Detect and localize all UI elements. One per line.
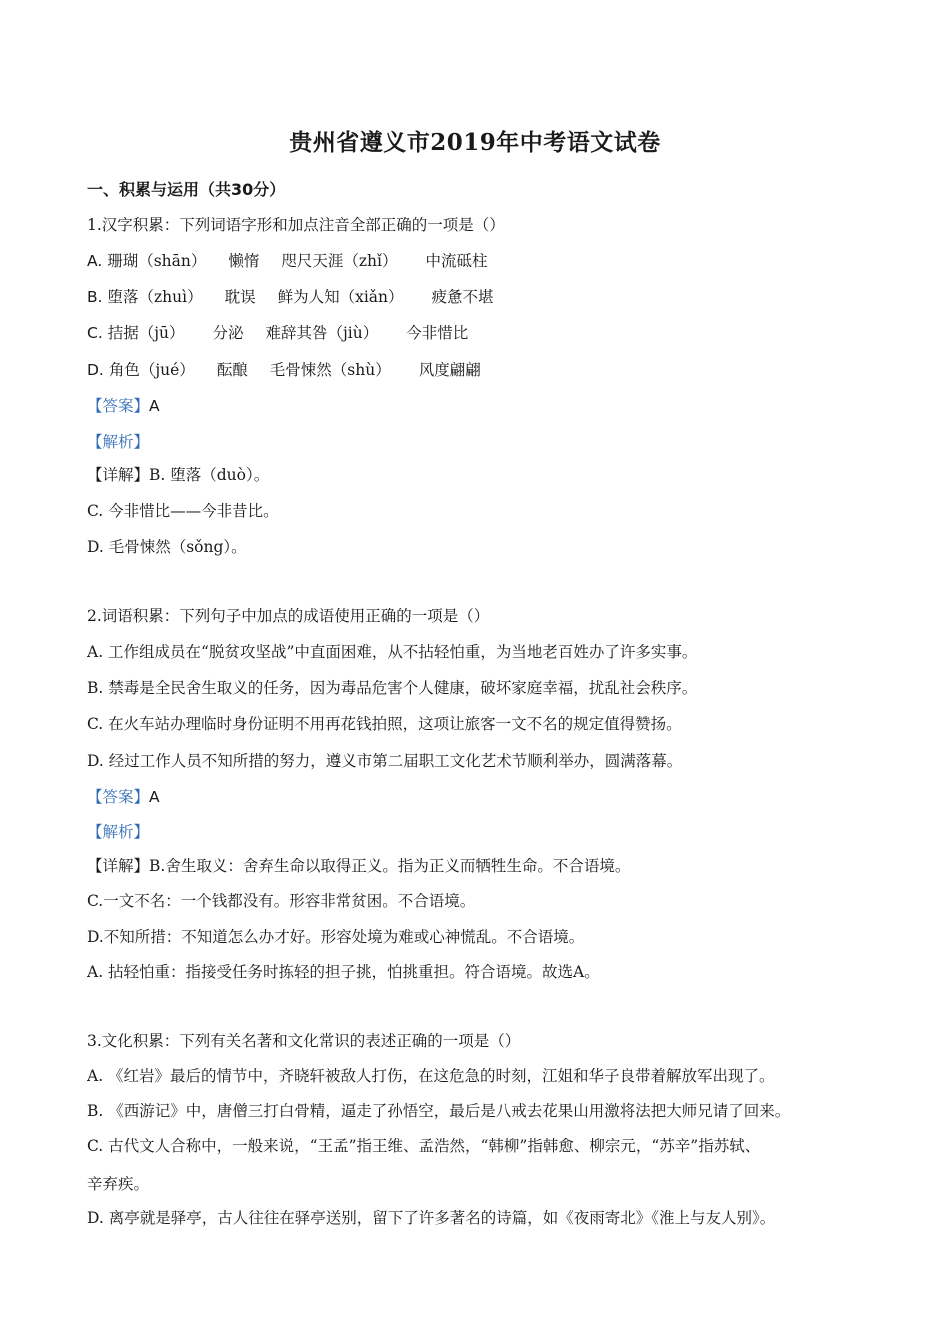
question-2-detail-4: A. 拈轻怕重：指接受任务时拣轻的担子挑，怕挑重担。符合语境。故选A。 [87,963,600,981]
section-heading: 一、积累与运用（共30分） [87,180,286,199]
question-1-detail-2: C. 今非惜比——今非昔比。 [87,502,279,520]
question-1-option-b: B. 堕落（zhuì） 耽误 鲜为人知（xiǎn） 疲惫不堪 [87,288,494,306]
question-2-detail-3: D.不知所措：不知道怎么办才好。形容处境为难或心神慌乱。不合语境。 [87,928,585,946]
question-2-answer [87,787,877,807]
question-1-option-c: C. 拮据（jū） 分泌 难辞其咎（jiù） 今非惜比 [87,324,469,342]
question-1-detail-1: 【详解】B. 堕落（duò）。 [87,466,270,484]
question-3-option-d: D. 离亭就是驿亭，古人往往在驿亭送别，留下了许多著名的诗篇，如《夜雨寄北》《淮上与友人别》。 [87,1209,776,1227]
question-2-detail-1: 【详解】B.舍生取义：舍弃生命以取得正义。指为正义而牺牲生命。不合语境。 [87,857,631,875]
question-1-option-a: A. 珊瑚（shān） 懒惰 咫尺天涯（zhǐ） 中流砥柱 [87,252,488,270]
question-1-stem: 1.汉字积累：下列词语字形和加点注音全部正确的一项是（） [87,216,505,234]
question-2-option-b: B. 禁毒是全民舍生取义的任务，因为毒品危害个人健康，破坏家庭幸福，扰乱社会秩序。 [87,679,698,697]
question-3-option-b: B. 《西游记》中，唐僧三打白骨精，逼走了孙悟空，最后是八戒去花果山用激将法把大师兄请了回来。 [87,1102,791,1120]
question-2-detail-2: C.一文不名：一个钱都没有。形容非常贫困。不合语境。 [87,892,476,910]
question-1-answer [87,396,877,416]
page-title: 贵州省遵义市2019年中考语文试卷 [289,129,661,156]
question-3-stem: 3.文化积累：下列有关名著和文化常识的表述正确的一项是（） [87,1032,521,1050]
question-2-option-a: A. 工作组成员在“脱贫攻坚战”中直面困难，从不拈轻怕重，为当地老百姓办了许多实事。 [87,643,698,661]
question-2-analysis-tag: 【解析】 [87,823,150,841]
question-1-option-d: D. 角色（jué） 酝酿 毛骨悚然（shù） 风度翩翩 [87,361,481,379]
question-3-option-c-continued: 辛弃疾。 [87,1175,150,1193]
question-3-option-c: C. 古代文人合称中，一般来说，“王孟”指王维、孟浩然，“韩柳”指韩愈、柳宗元，“苏辛”指苏轼、 [87,1137,761,1155]
answer-value: A [149,397,160,415]
answer-tag: 【答案】 [87,397,150,415]
question-1-detail-3: D. 毛骨悚然（sǒng）。 [87,538,247,556]
question-2-option-d: D. 经过工作人员不知所措的努力，遵义市第二届职工文化艺术节顺利举办，圆满落幕。 [87,752,683,770]
answer-tag: 【答案】 [87,788,150,806]
question-3-option-a: A. 《红岩》最后的情节中，齐晓轩被敌人打伤，在这危急的时刻，江姐和华子良带着解放军出现了。 [87,1067,775,1085]
question-2-stem: 2.词语积累：下列句子中加点的成语使用正确的一项是（） [87,607,490,625]
question-1-analysis-tag: 【解析】 [87,433,150,451]
answer-value: A [149,788,160,806]
question-2-option-c: C. 在火车站办理临时身份证明不用再花钱拍照，这项让旅客一文不名的规定值得赞扬。 [87,715,682,733]
